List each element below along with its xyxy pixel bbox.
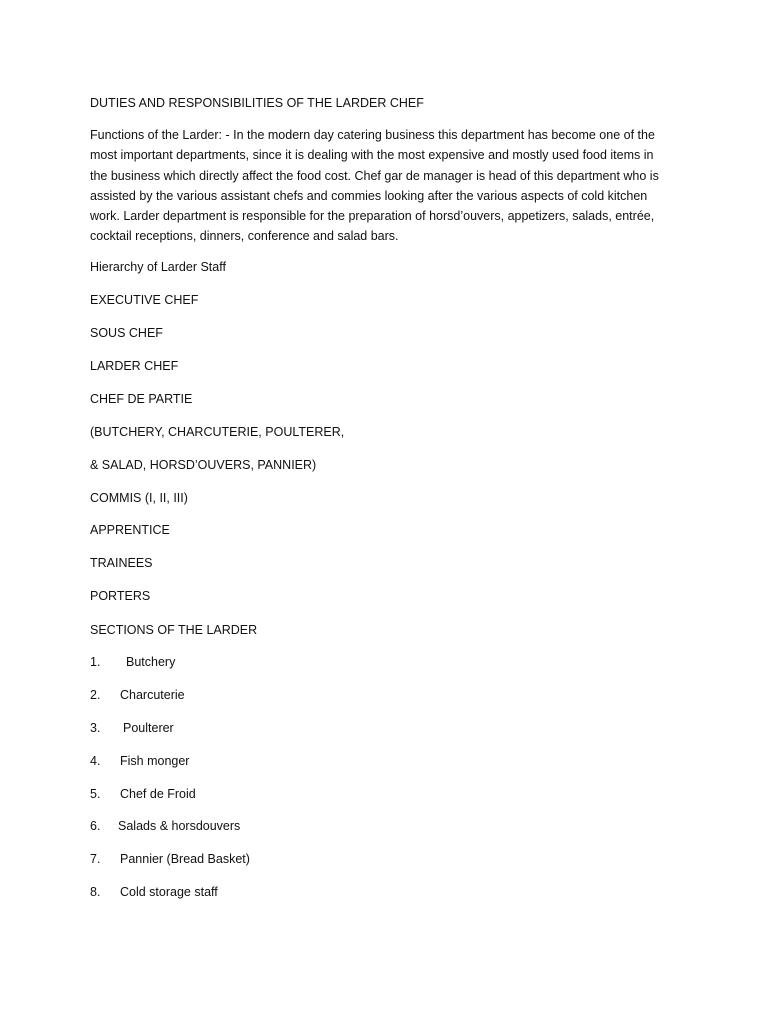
list-item [90, 884, 218, 900]
list-item [90, 786, 196, 802]
paragraph-line: Functions of the Larder: - In the modern day catering business this department has become one of the [90, 128, 655, 142]
list-number: 1. [90, 655, 101, 669]
hierarchy-item: CHEF DE PARTIE [90, 392, 193, 406]
list-item [90, 720, 174, 736]
list-number: 4. [90, 754, 101, 768]
hierarchy-item: PORTERS [90, 589, 151, 603]
hierarchy-item: (BUTCHERY, CHARCUTERIE, POULTERER, [90, 425, 345, 439]
list-label: Poulterer [123, 721, 174, 735]
paragraph-line: assisted by the various assistant chefs and commies looking after the various aspects of cold kitchen [90, 188, 648, 203]
document-title: DUTIES AND RESPONSIBILITIES OF THE LARDER CHEF [90, 96, 424, 110]
hierarchy-item: TRAINEES [90, 556, 153, 570]
sections-heading: SECTIONS OF THE LARDER [90, 623, 258, 637]
hierarchy-item: EXECUTIVE CHEF [90, 293, 199, 307]
functions-paragraph [90, 125, 680, 247]
paragraph-line: work. Larder department is responsible for the preparation of horsd’ouvers, appetizers, salads, entrée, [90, 209, 655, 224]
list-number: 3. [90, 721, 101, 735]
hierarchy-item: SOUS CHEF [90, 326, 163, 340]
paragraph-line: cocktail receptions, dinners, conference and salad bars. [90, 229, 399, 244]
list-label: Fish monger [120, 754, 190, 768]
list-label: Charcuterie [120, 688, 185, 702]
list-number: 5. [90, 787, 101, 801]
hierarchy-item: LARDER CHEF [90, 359, 179, 373]
list-label: Salads & horsdouvers [118, 819, 241, 833]
list-number: 7. [90, 852, 101, 866]
paragraph-line: most important departments, since it is dealing with the most expensive and mostly used food items in [90, 148, 654, 163]
list-number: 6. [90, 819, 101, 833]
list-label: Butchery [126, 655, 176, 669]
list-label: Cold storage staff [120, 885, 218, 899]
hierarchy-heading: Hierarchy of Larder Staff [90, 260, 226, 274]
list-item [90, 753, 189, 769]
list-number: 2. [90, 688, 101, 702]
hierarchy-item: APPRENTICE [90, 523, 170, 537]
list-label: Chef de Froid [120, 787, 196, 801]
list-item [90, 654, 175, 670]
list-label: Pannier (Bread Basket) [120, 852, 250, 866]
hierarchy-item: & SALAD, HORSD’OUVERS, PANNIER) [90, 458, 317, 472]
list-number: 8. [90, 885, 101, 899]
list-item [90, 851, 250, 867]
list-item [90, 687, 185, 703]
list-item [90, 818, 240, 834]
hierarchy-item: COMMIS (I, II, III) [90, 491, 188, 505]
paragraph-line: the business which directly affect the food cost. Chef gar de manager is head of this department who is [90, 168, 659, 183]
